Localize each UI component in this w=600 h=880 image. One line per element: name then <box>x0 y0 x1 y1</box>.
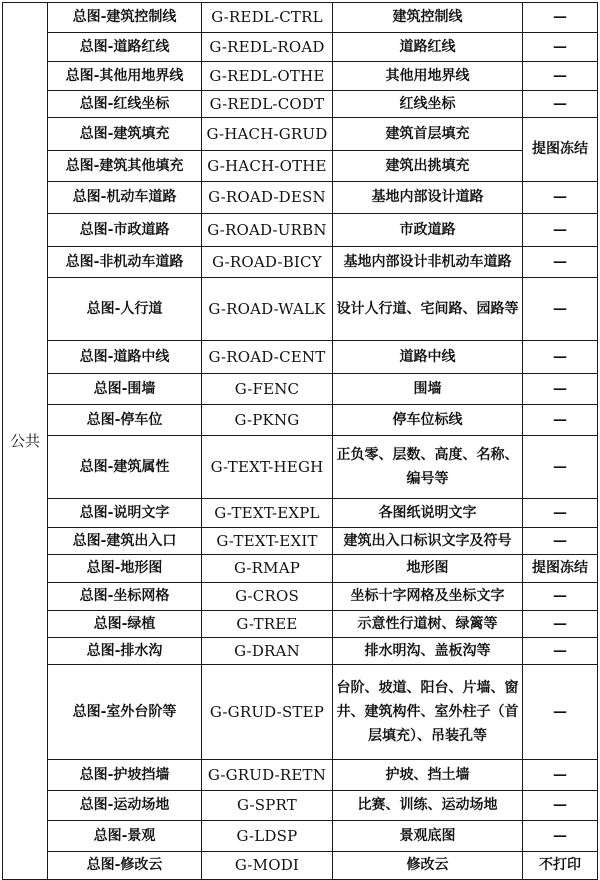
layer-code-cell: G-ROAD-BICY <box>202 247 333 278</box>
layer-name-cell: 总图-建筑属性 <box>48 436 202 499</box>
layer-desc-cell: 设计人行道、宅间路、园路等 <box>333 278 523 341</box>
layer-code-cell: G-ROAD-URBN <box>202 214 333 247</box>
layer-name-cell: 总图-停车位 <box>48 405 202 436</box>
layer-code-cell: G-ROAD-CENT <box>202 341 333 374</box>
layer-name-cell: 总图-非机动车道路 <box>48 247 202 278</box>
layer-name-cell: 总图-运动场地 <box>48 791 202 821</box>
table-row <box>3 528 598 555</box>
table-row <box>3 374 598 405</box>
layer-code-cell: G-LDSP <box>202 821 333 852</box>
layer-state-cell: — <box>523 91 598 118</box>
table-row <box>3 555 598 583</box>
layer-name-cell: 总图-建筑出入口 <box>48 528 202 555</box>
layer-state-cell: — <box>523 611 598 638</box>
layer-code-cell: G-GRUD-RETN <box>202 760 333 791</box>
layer-desc-cell: 停车位标线 <box>333 405 523 436</box>
layer-name-cell: 总图-道路红线 <box>48 33 202 62</box>
layer-state-cell: 提图冻结 <box>523 118 598 182</box>
layer-code-cell: G-SPRT <box>202 791 333 821</box>
layer-name-cell: 总图-室外台阶等 <box>48 665 202 760</box>
layer-state-cell: — <box>523 214 598 247</box>
table-row <box>3 665 598 760</box>
layer-code-cell: G-REDL-CTRL <box>202 3 333 33</box>
layer-name-cell: 总图-围墙 <box>48 374 202 405</box>
layer-desc-cell: 正负零、层数、高度、名称、编号等 <box>333 436 523 499</box>
layer-code-cell: G-HACH-OTHE <box>202 151 333 182</box>
layer-desc-cell: 比赛、训练、运动场地 <box>333 791 523 821</box>
layer-state-cell: — <box>523 791 598 821</box>
layer-standard-table <box>2 2 598 880</box>
layer-name-cell: 总图-说明文字 <box>48 499 202 528</box>
layer-code-cell: G-REDL-ROAD <box>202 33 333 62</box>
layer-state-cell: 提图冻结 <box>523 555 598 583</box>
layer-desc-cell: 建筑首层填充 <box>333 118 523 151</box>
table-row <box>3 405 598 436</box>
layer-state-cell: — <box>523 278 598 341</box>
layer-desc-cell: 道路红线 <box>333 33 523 62</box>
table-row <box>3 852 598 880</box>
layer-code-cell: G-PKNG <box>202 405 333 436</box>
layer-state-cell: — <box>523 182 598 214</box>
layer-desc-cell: 红线坐标 <box>333 91 523 118</box>
table-row <box>3 247 598 278</box>
layer-state-cell: — <box>523 499 598 528</box>
layer-name-cell: 总图-道路中线 <box>48 341 202 374</box>
layer-desc-cell: 基地内部设计非机动车道路 <box>333 247 523 278</box>
layer-desc-cell: 排水明沟、盖板沟等 <box>333 638 523 665</box>
table-row <box>3 151 598 182</box>
layer-state-cell: — <box>523 341 598 374</box>
layer-desc-cell: 建筑出挑填充 <box>333 151 523 182</box>
layer-code-cell: G-GRUD-STEP <box>202 665 333 760</box>
category-cell: 公共 <box>3 3 48 880</box>
layer-desc-cell: 各图纸说明文字 <box>333 499 523 528</box>
table-row <box>3 91 598 118</box>
layer-desc-cell: 建筑出入口标识文字及符号 <box>333 528 523 555</box>
table-row <box>3 118 598 151</box>
layer-name-cell: 总图-修改云 <box>48 852 202 880</box>
table-row <box>3 791 598 821</box>
layer-code-cell: G-ROAD-DESN <box>202 182 333 214</box>
layer-state-cell: — <box>523 436 598 499</box>
layer-code-cell: G-TEXT-HEGH <box>202 436 333 499</box>
table-row <box>3 638 598 665</box>
layer-name-cell: 总图-人行道 <box>48 278 202 341</box>
layer-desc-cell: 景观底图 <box>333 821 523 852</box>
layer-desc-cell: 示意性行道树、绿篱等 <box>333 611 523 638</box>
layer-name-cell: 总图-建筑控制线 <box>48 3 202 33</box>
layer-code-cell: G-REDL-CODT <box>202 91 333 118</box>
layer-state-cell: — <box>523 3 598 33</box>
layer-desc-cell: 台阶、坡道、阳台、片墙、窗井、建筑构件、室外柱子（首层填充）、吊装孔等 <box>333 665 523 760</box>
layer-state-cell: — <box>523 760 598 791</box>
table-row <box>3 583 598 611</box>
layer-code-cell: G-CROS <box>202 583 333 611</box>
layer-name-cell: 总图-景观 <box>48 821 202 852</box>
layer-desc-cell: 地形图 <box>333 555 523 583</box>
table-row <box>3 611 598 638</box>
layer-name-cell: 总图-地形图 <box>48 555 202 583</box>
layer-desc-cell: 其他用地界线 <box>333 62 523 91</box>
layer-desc-cell: 建筑控制线 <box>333 3 523 33</box>
layer-name-cell: 总图-建筑填充 <box>48 118 202 151</box>
layer-code-cell: G-REDL-OTHE <box>202 62 333 91</box>
table-row <box>3 278 598 341</box>
layer-name-cell: 总图-护坡挡墙 <box>48 760 202 791</box>
layer-name-cell: 总图-市政道路 <box>48 214 202 247</box>
table-row <box>3 341 598 374</box>
table-row <box>3 499 598 528</box>
layer-code-cell: G-MODI <box>202 852 333 880</box>
table-row <box>3 62 598 91</box>
layer-desc-cell: 坐标十字网格及坐标文字 <box>333 583 523 611</box>
table-row <box>3 3 598 33</box>
layer-state-cell: — <box>523 665 598 760</box>
table-row <box>3 214 598 247</box>
layer-state-cell: — <box>523 247 598 278</box>
layer-state-cell: 不打印 <box>523 852 598 880</box>
layer-state-cell: — <box>523 528 598 555</box>
layer-code-cell: G-FENC <box>202 374 333 405</box>
layer-name-cell: 总图-红线坐标 <box>48 91 202 118</box>
layer-desc-cell: 修改云 <box>333 852 523 880</box>
layer-name-cell: 总图-机动车道路 <box>48 182 202 214</box>
table-row <box>3 436 598 499</box>
table-row <box>3 33 598 62</box>
layer-name-cell: 总图-绿植 <box>48 611 202 638</box>
layer-desc-cell: 市政道路 <box>333 214 523 247</box>
layer-code-cell: G-DRAN <box>202 638 333 665</box>
table-row <box>3 821 598 852</box>
table-row <box>3 760 598 791</box>
layer-state-cell: — <box>523 583 598 611</box>
layer-desc-cell: 围墙 <box>333 374 523 405</box>
layer-state-cell: — <box>523 62 598 91</box>
layer-name-cell: 总图-排水沟 <box>48 638 202 665</box>
table-row <box>3 182 598 214</box>
layer-code-cell: G-RMAP <box>202 555 333 583</box>
layer-name-cell: 总图-其他用地界线 <box>48 62 202 91</box>
layer-state-cell: — <box>523 374 598 405</box>
layer-desc-cell: 基地内部设计道路 <box>333 182 523 214</box>
layer-code-cell: G-TEXT-EXPL <box>202 499 333 528</box>
layer-state-cell: — <box>523 638 598 665</box>
layer-code-cell: G-HACH-GRUD <box>202 118 333 151</box>
layer-state-cell: — <box>523 405 598 436</box>
layer-name-cell: 总图-坐标网格 <box>48 583 202 611</box>
layer-name-cell: 总图-建筑其他填充 <box>48 151 202 182</box>
layer-desc-cell: 护坡、挡土墙 <box>333 760 523 791</box>
layer-code-cell: G-TEXT-EXIT <box>202 528 333 555</box>
layer-desc-cell: 道路中线 <box>333 341 523 374</box>
layer-state-cell: — <box>523 33 598 62</box>
layer-code-cell: G-TREE <box>202 611 333 638</box>
layer-state-cell: — <box>523 821 598 852</box>
layer-code-cell: G-ROAD-WALK <box>202 278 333 341</box>
